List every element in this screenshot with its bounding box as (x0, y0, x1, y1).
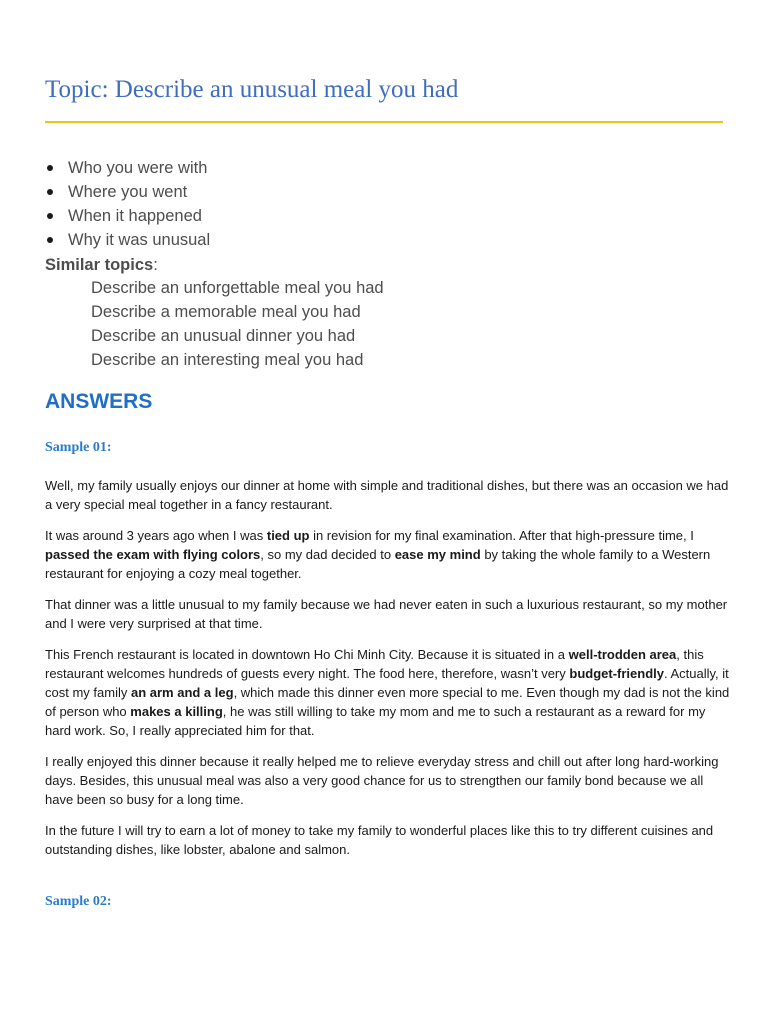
similar-topics-list (91, 276, 384, 372)
title-underline (45, 121, 723, 123)
similar-topic-item: Describe an interesting meal you had (91, 351, 364, 369)
prompt-bullet-list (45, 156, 210, 252)
text-run: , he was still willing to take my mom and me to such a restaurant as a reward for my hard work. So, I really appreciated him for that. (45, 704, 706, 738)
bullet-dot-icon (47, 189, 53, 195)
bullet-item (45, 180, 210, 204)
paragraph: In the future I will try to earn a lot of money to take my family to wonderful places like this to try different cuisines and outstanding dishes, like lobster, abalone and salmon. (45, 823, 714, 857)
similar-topic-item: Describe an unusual dinner you had (91, 327, 356, 345)
sample-01-body (45, 476, 735, 871)
bullet-item (45, 204, 210, 228)
bold-phrase: ease my mind (394, 547, 481, 562)
bold-phrase: passed the exam with flying colors (45, 547, 261, 562)
similar-topic-item: Describe an unforgettable meal you had (91, 279, 384, 297)
bullet-text: When it happened (68, 207, 202, 225)
bullet-item (45, 156, 210, 180)
similar-topics-heading (45, 253, 158, 277)
bullet-text: Where you went (68, 183, 188, 201)
paragraph: Well, my family usually enjoys our dinner at home with simple and traditional dishes, but there was an occasion we had a very special meal together in a fancy restaurant. (45, 478, 729, 512)
paragraph: That dinner was a little unusual to my family because we had never eaten in such a luxurious restaurant, so my mother and I were very surprised at that time. (45, 597, 728, 631)
similar-topic-item: Describe a memorable meal you had (91, 303, 361, 321)
sample-01-heading: Sample 01: (45, 440, 112, 455)
text-run: , this restaurant welcomes hundreds of guests every night. The food here, therefore, wasn’t very (45, 647, 704, 681)
paragraph: I really enjoyed this dinner because it really helped me to relieve everyday stress and chill out after long hard-working days. Besides, this unusual meal was also a very good chance for us to strengthen our family bond because we all have been so busy for a long time. (45, 754, 719, 807)
text-run: in revision for my final examination. After that high-pressure time, I (309, 528, 694, 543)
text-run: , which made this dinner even more special to me. Even though my dad is not the kind of person who (45, 685, 730, 719)
bullet-text: Why it was unusual (68, 231, 211, 249)
bold-phrase: budget-friendly (569, 666, 664, 681)
bold-phrase: makes a killing (130, 704, 223, 719)
bullet-dot-icon (47, 213, 53, 219)
topic-title: Topic: Describe an unusual meal you had (45, 76, 459, 103)
bold-phrase: tied up (266, 528, 310, 543)
bullet-item (45, 228, 210, 252)
similar-topics-label: Similar topics (45, 256, 154, 274)
bullet-dot-icon (47, 165, 53, 171)
text-run: This French restaurant is located in downtown Ho Chi Minh City. Because it is situated in a (45, 647, 569, 662)
bold-phrase: well-trodden area (568, 647, 677, 662)
text-run: by taking the whole family to a Western restaurant for enjoying a cozy meal together. (45, 547, 711, 581)
similar-topics-colon: : (153, 256, 158, 274)
bullet-text: Who you were with (68, 159, 208, 177)
text-run: . Actually, it cost my family (45, 666, 729, 700)
bold-phrase: an arm and a leg (130, 685, 234, 700)
sample-02-heading: Sample 02: (45, 894, 112, 909)
text-run: , so my dad decided to (260, 547, 395, 562)
answers-heading: ANSWERS (45, 390, 153, 413)
text-run: It was around 3 years ago when I was (45, 528, 267, 543)
paragraph (45, 526, 735, 583)
bullet-dot-icon (47, 237, 53, 243)
paragraph (45, 645, 735, 740)
